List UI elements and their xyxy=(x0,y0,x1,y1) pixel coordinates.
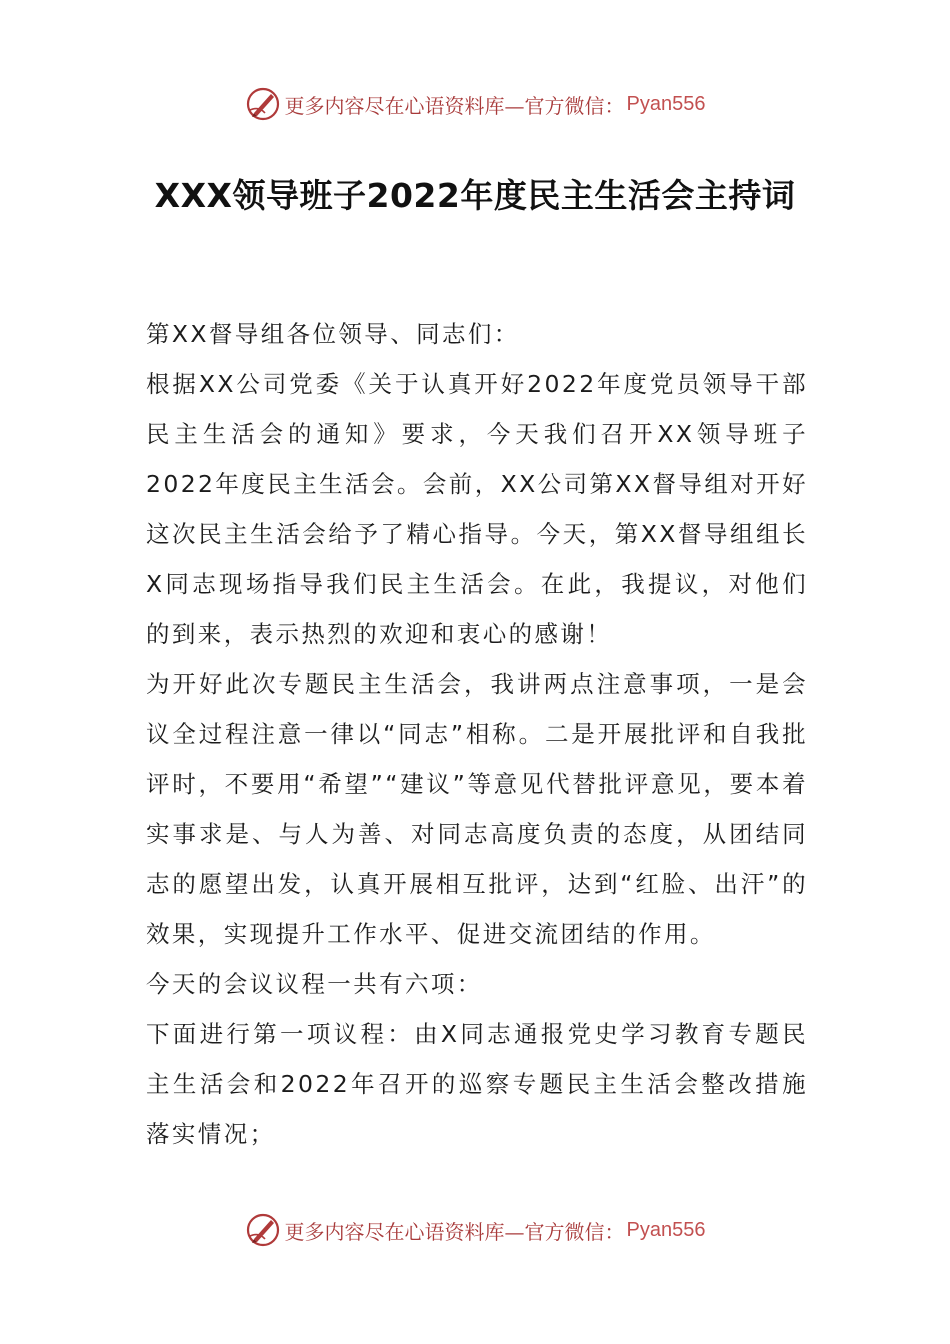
pen-logo-icon xyxy=(245,1212,281,1248)
footer-banner xyxy=(0,1208,950,1252)
paragraph-agenda-item-1: 下面进行第一项议程：由X同志通报党史学习教育专题民主生活会和2022年召开的巡察专题民主生活会整改措施落实情况； xyxy=(146,1020,808,1148)
banner-text: 更多内容尽在心语资料库—官方微信： xyxy=(284,93,625,118)
wechat-id: Pyan556 xyxy=(626,1218,706,1241)
paragraph-salutation: 第XX督导组各位领导、同志们： xyxy=(146,320,520,348)
paragraph-opening: 根据XX公司党委《关于认真开好2022年度党员领导干部民主生活会的通知》要求，今天我们召开XX领导班子2022年度民主生活会。会前，XX公司第XX督导组对开好这次民主生活会给予了精心指导。今天，第XX督导组组长X同志现场指导我们民主生活会。在此，我提议，对他们的到来，表示热烈的欢迎和衷心的感谢！ xyxy=(146,370,808,648)
wechat-id: Pyan556 xyxy=(626,92,706,115)
header-banner xyxy=(0,82,950,126)
paragraph-agenda-intro: 今天的会议议程一共有六项： xyxy=(146,970,483,998)
document-body xyxy=(146,309,808,1159)
paragraph-notes: 为开好此次专题民主生活会，我讲两点注意事项，一是会议全过程注意一律以“同志”相称。二是开展批评和自我批评时，不要用“希望”“建议”等意见代替批评意见，要本着实事求是、与人为善、对同志高度负责的态度，从团结同志的愿望出发，认真开展相互批评，达到“红脸、出汗”的效果，实现提升工作水平、促进交流团结的作用。 xyxy=(146,670,808,948)
document-title: XXX领导班子2022年度民主生活会主持词 xyxy=(154,176,796,215)
pen-logo-icon xyxy=(245,86,281,122)
banner-text: 更多内容尽在心语资料库—官方微信： xyxy=(284,1219,625,1244)
